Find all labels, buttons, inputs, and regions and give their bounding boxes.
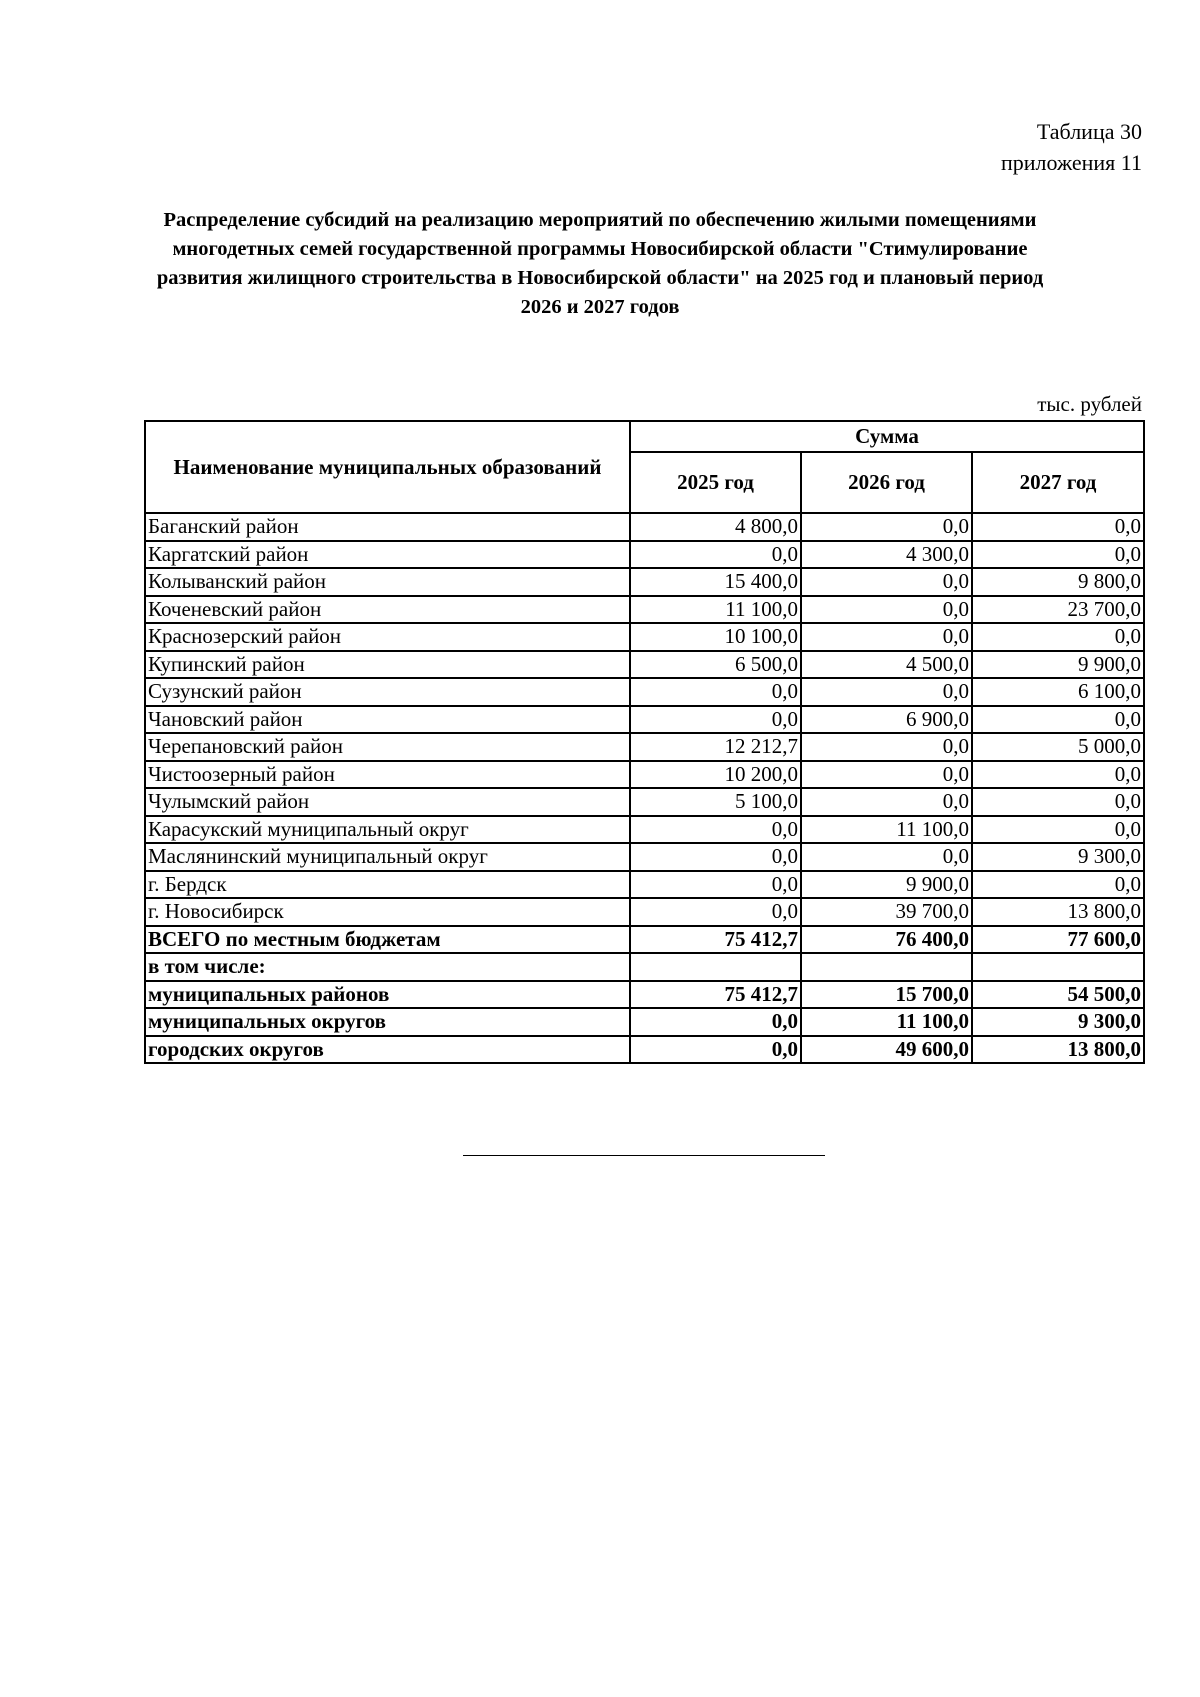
- value-2027: 0,0: [972, 706, 1144, 734]
- row-name: Коченевский район: [145, 596, 630, 624]
- table-row: [145, 843, 1144, 871]
- row-name: Купинский район: [145, 651, 630, 679]
- row-name: Каргатский район: [145, 541, 630, 569]
- subtotal-2025: 0,0: [630, 1008, 801, 1036]
- value-2026: 0,0: [801, 678, 972, 706]
- value-2026: 0,0: [801, 568, 972, 596]
- value-2027: 0,0: [972, 788, 1144, 816]
- value-2027: 0,0: [972, 513, 1144, 541]
- table-row: [145, 596, 1144, 624]
- value-2025: 5 100,0: [630, 788, 801, 816]
- value-2027: 13 800,0: [972, 898, 1144, 926]
- subtotal-row: [145, 1008, 1144, 1036]
- row-name: Карасукский муниципальный округ: [145, 816, 630, 844]
- value-2026: 4 300,0: [801, 541, 972, 569]
- value-2027: 9 300,0: [972, 843, 1144, 871]
- table-row: [145, 568, 1144, 596]
- row-name: Маслянинский муниципальный округ: [145, 843, 630, 871]
- table-body: [145, 513, 1144, 1063]
- table-row: [145, 623, 1144, 651]
- subtotal-2026: 15 700,0: [801, 981, 972, 1009]
- subtotal-2027: 13 800,0: [972, 1036, 1144, 1064]
- table-row: [145, 871, 1144, 899]
- including-row: [145, 953, 1144, 981]
- row-name: Чулымский район: [145, 788, 630, 816]
- table-reference: [1001, 116, 1142, 178]
- row-name: Колыванский район: [145, 568, 630, 596]
- row-name: г. Новосибирск: [145, 898, 630, 926]
- subtotal-2026: 11 100,0: [801, 1008, 972, 1036]
- value-2026: 0,0: [801, 733, 972, 761]
- value-2025: 0,0: [630, 678, 801, 706]
- including-label: в том числе:: [145, 953, 630, 981]
- value-2027: 0,0: [972, 623, 1144, 651]
- table-row: [145, 706, 1144, 734]
- value-2026: 4 500,0: [801, 651, 972, 679]
- value-2027: 9 800,0: [972, 568, 1144, 596]
- value-2027: 0,0: [972, 541, 1144, 569]
- empty-cell: [801, 953, 972, 981]
- subtotal-2026: 49 600,0: [801, 1036, 972, 1064]
- year-header-2025: 2025 год: [630, 452, 801, 513]
- value-2025: 0,0: [630, 871, 801, 899]
- table-row: [145, 651, 1144, 679]
- table-number-label: Таблица 30: [1036, 119, 1142, 144]
- signature-separator-line: [463, 1155, 825, 1156]
- subtotal-2025: 0,0: [630, 1036, 801, 1064]
- table-row: [145, 898, 1144, 926]
- table-row: [145, 788, 1144, 816]
- unit-label: тыс. рублей: [1037, 392, 1142, 416]
- value-2026: 0,0: [801, 623, 972, 651]
- value-2025: 0,0: [630, 816, 801, 844]
- value-2027: 0,0: [972, 761, 1144, 789]
- subtotal-2027: 54 500,0: [972, 981, 1144, 1009]
- value-2025: 11 100,0: [630, 596, 801, 624]
- total-row: [145, 926, 1144, 954]
- value-2025: 0,0: [630, 898, 801, 926]
- value-2025: 0,0: [630, 706, 801, 734]
- value-2025: 10 100,0: [630, 623, 801, 651]
- value-2026: 39 700,0: [801, 898, 972, 926]
- value-2026: 0,0: [801, 761, 972, 789]
- value-2027: 5 000,0: [972, 733, 1144, 761]
- value-2025: 12 212,7: [630, 733, 801, 761]
- value-2026: 0,0: [801, 788, 972, 816]
- subtotal-2027: 9 300,0: [972, 1008, 1144, 1036]
- value-2026: 0,0: [801, 513, 972, 541]
- value-2026: 6 900,0: [801, 706, 972, 734]
- row-name: Краснозерский район: [145, 623, 630, 651]
- total-name: ВСЕГО по местным бюджетам: [145, 926, 630, 954]
- table-row: [145, 678, 1144, 706]
- value-2025: 0,0: [630, 843, 801, 871]
- year-header-2027: 2027 год: [972, 452, 1144, 513]
- value-2025: 0,0: [630, 541, 801, 569]
- total-2025: 75 412,7: [630, 926, 801, 954]
- value-2025: 15 400,0: [630, 568, 801, 596]
- value-2026: 11 100,0: [801, 816, 972, 844]
- row-name: Чановский район: [145, 706, 630, 734]
- subtotal-name: муниципальных округов: [145, 1008, 630, 1036]
- total-2026: 76 400,0: [801, 926, 972, 954]
- empty-cell: [630, 953, 801, 981]
- subtotal-2025: 75 412,7: [630, 981, 801, 1009]
- empty-cell: [972, 953, 1144, 981]
- value-2027: 9 900,0: [972, 651, 1144, 679]
- document-title: Распределение субсидий на реализацию мероприятий по обеспечению жилыми помещениями многодетных семей государственной программы Новосибирской области "Стимулирование развития жилищного строительства в Новосибирской области" на 2025 год и плановый период 2026 и 2027 годов: [156, 209, 1044, 318]
- row-name: Баганский район: [145, 513, 630, 541]
- row-name: Сузунский район: [145, 678, 630, 706]
- subtotal-row: [145, 1036, 1144, 1064]
- total-2027: 77 600,0: [972, 926, 1144, 954]
- subsidy-table: [144, 420, 1145, 1064]
- value-2027: 0,0: [972, 871, 1144, 899]
- value-2025: 10 200,0: [630, 761, 801, 789]
- table-row: [145, 733, 1144, 761]
- value-2026: 0,0: [801, 843, 972, 871]
- appendix-label: приложения 11: [1000, 150, 1142, 175]
- table-row: [145, 816, 1144, 844]
- value-2027: 0,0: [972, 816, 1144, 844]
- value-2027: 6 100,0: [972, 678, 1144, 706]
- row-name: Чистоозерный район: [145, 761, 630, 789]
- subtotal-name: городских округов: [145, 1036, 630, 1064]
- value-2026: 9 900,0: [801, 871, 972, 899]
- table-row: [145, 513, 1144, 541]
- row-name: г. Бердск: [145, 871, 630, 899]
- value-2025: 4 800,0: [630, 513, 801, 541]
- table-row: [145, 761, 1144, 789]
- subtotal-name: муниципальных районов: [145, 981, 630, 1009]
- name-column-header: Наименование муниципальных образований: [145, 421, 630, 513]
- value-2025: 6 500,0: [630, 651, 801, 679]
- value-2026: 0,0: [801, 596, 972, 624]
- table-row: [145, 541, 1144, 569]
- sum-column-header: Сумма: [630, 421, 1144, 452]
- value-2027: 23 700,0: [972, 596, 1144, 624]
- row-name: Черепановский район: [145, 733, 630, 761]
- year-header-2026: 2026 год: [801, 452, 972, 513]
- subtotal-row: [145, 981, 1144, 1009]
